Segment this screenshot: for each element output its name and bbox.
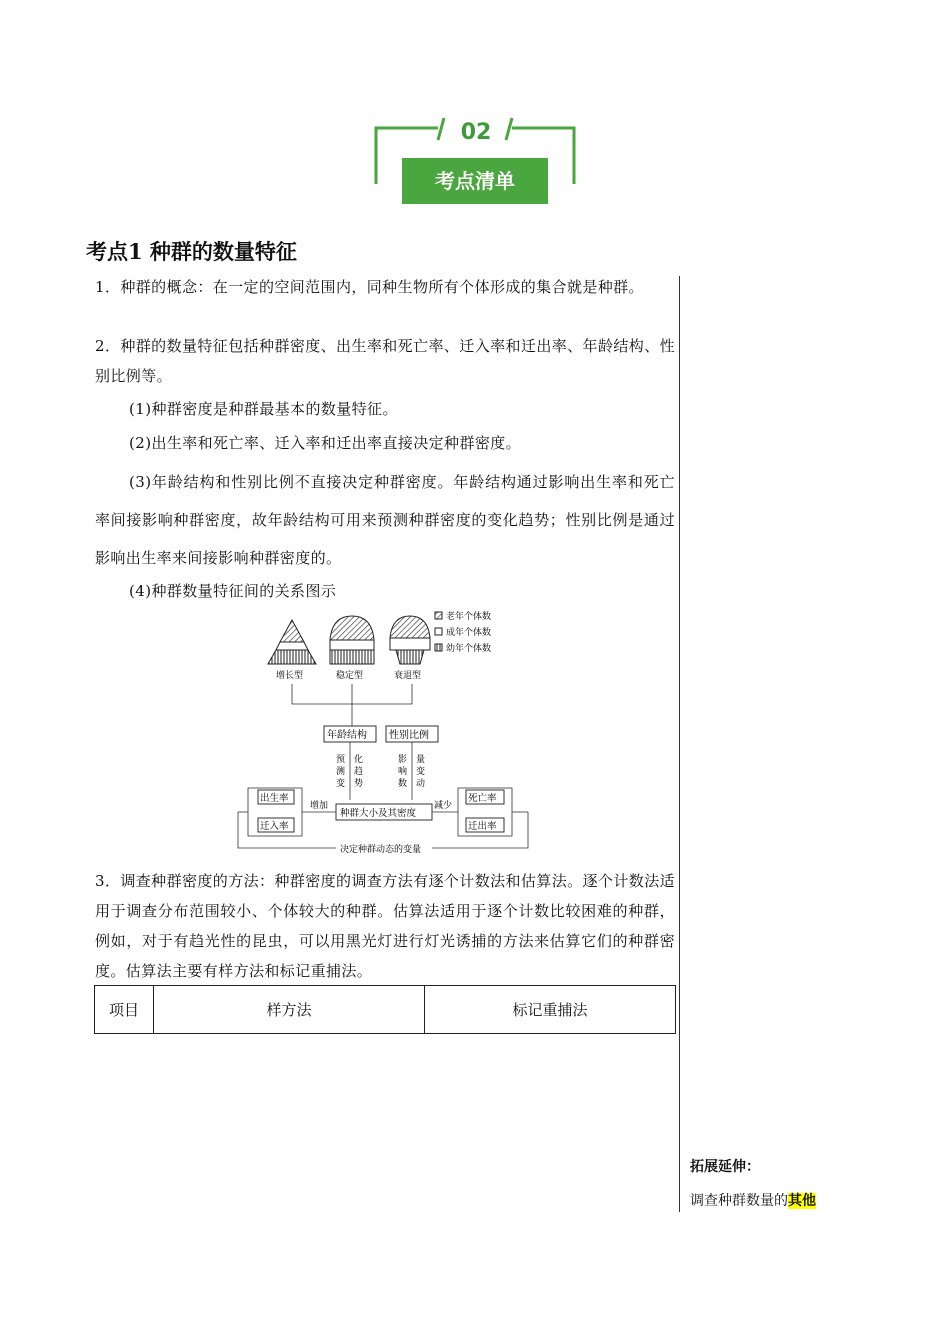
declining-pyramid: [390, 616, 430, 664]
predict-char-3: 变: [336, 779, 346, 789]
badge-label: 考点清单: [402, 158, 548, 204]
growth-pyramid: [268, 620, 316, 664]
sidebar-text-plain: 调查种群数量的: [690, 1193, 788, 1209]
section-title: 考点1 种群的数量特征: [86, 239, 297, 264]
sidebar-text: [690, 1190, 816, 1210]
predict-char-6: 势: [354, 779, 364, 789]
table-header-item: 项目: [95, 986, 154, 1034]
legend-adult: 成年个体数: [446, 628, 492, 638]
affect-char-2: 响: [398, 767, 408, 777]
method-table: [94, 985, 676, 1034]
type-growth: 增长型: [276, 671, 304, 681]
increase-label: 增加: [310, 801, 329, 811]
center-box: 种群大小及其密度: [340, 808, 417, 819]
badge-number: 02: [460, 120, 492, 145]
paragraph-2-2: (2)出生率和死亡率、迁入率和迁出率直接决定种群密度。: [129, 434, 522, 452]
birth-rate-box: 出生率: [260, 793, 289, 804]
sidebar-text-highlight: 其他: [788, 1193, 816, 1209]
sex-ratio-box: 性别比例: [389, 730, 429, 741]
population-diagram: [232, 608, 532, 858]
sidebar-heading: 拓展延伸：: [690, 1159, 760, 1175]
affect-char-6: 动: [416, 779, 426, 789]
affect-char-1: 影: [398, 755, 408, 765]
decrease-label: 减少: [434, 801, 453, 811]
table-row: [95, 986, 676, 1034]
affect-char-4: 量: [416, 755, 426, 765]
type-declining: 衰退型: [394, 671, 422, 681]
type-stable: 稳定型: [336, 671, 364, 681]
predict-char-2: 测: [336, 767, 346, 777]
paragraph-2-3: (3)年龄结构和性别比例不直接决定种群密度。年龄结构通过影响出生率和死亡率间接影响种群密度，故年龄结构可用来预测种群密度的变化趋势；性别比例是通过影响出生率来间接影响种群密度的。: [95, 473, 675, 567]
emigration-box: 迁出率: [468, 821, 497, 832]
legend-old: 老年个体数: [446, 612, 492, 622]
predict-char-4: 化: [354, 755, 364, 765]
section-badge: [372, 116, 578, 210]
legend: [435, 610, 491, 654]
paragraph-2-1: (1)种群密度是种群最基本的数量特征。: [129, 400, 398, 418]
predict-char-5: 趋: [354, 767, 364, 777]
paragraph-2-4: (4)种群数量特征间的关系图示: [129, 582, 337, 600]
bottom-caption: 决定种群动态的变量: [340, 845, 422, 855]
age-structure-box: 年龄结构: [327, 730, 367, 741]
diagram-svg: [232, 608, 532, 858]
paragraph-2: 2．种群的数量特征包括种群密度、出生率和死亡率、迁入率和迁出率、年龄结构、性别比例等。: [95, 337, 675, 385]
stable-pyramid: [330, 616, 374, 664]
immigration-box: 迁入率: [260, 821, 289, 832]
affect-char-5: 变: [416, 767, 426, 777]
table-header-quadrat: 样方法: [154, 986, 425, 1034]
table-header-mark-recapture: 标记重捕法: [425, 986, 676, 1034]
column-divider: [679, 276, 680, 1212]
paragraph-1: 1．种群的概念：在一定的空间范围内，同种生物所有个体形成的集合就是种群。: [95, 278, 644, 296]
predict-char-1: 预: [336, 755, 346, 765]
paragraph-3: 3．调查种群密度的方法：种群密度的调查方法有逐个计数法和估算法。逐个计数法适用于调查分布范围较小、个体较大的种群。估算法适用于逐个计数比较困难的种群，例如，对于有趋光性的昆虫，可以用黑光灯进行灯光诱捕的方法来估算它们的种群密度。估算法主要有样方法和标记重捕法。: [95, 872, 675, 980]
legend-young: 幼年个体数: [446, 644, 492, 654]
affect-char-3: 数: [398, 779, 408, 789]
death-rate-box: 死亡率: [468, 793, 497, 804]
